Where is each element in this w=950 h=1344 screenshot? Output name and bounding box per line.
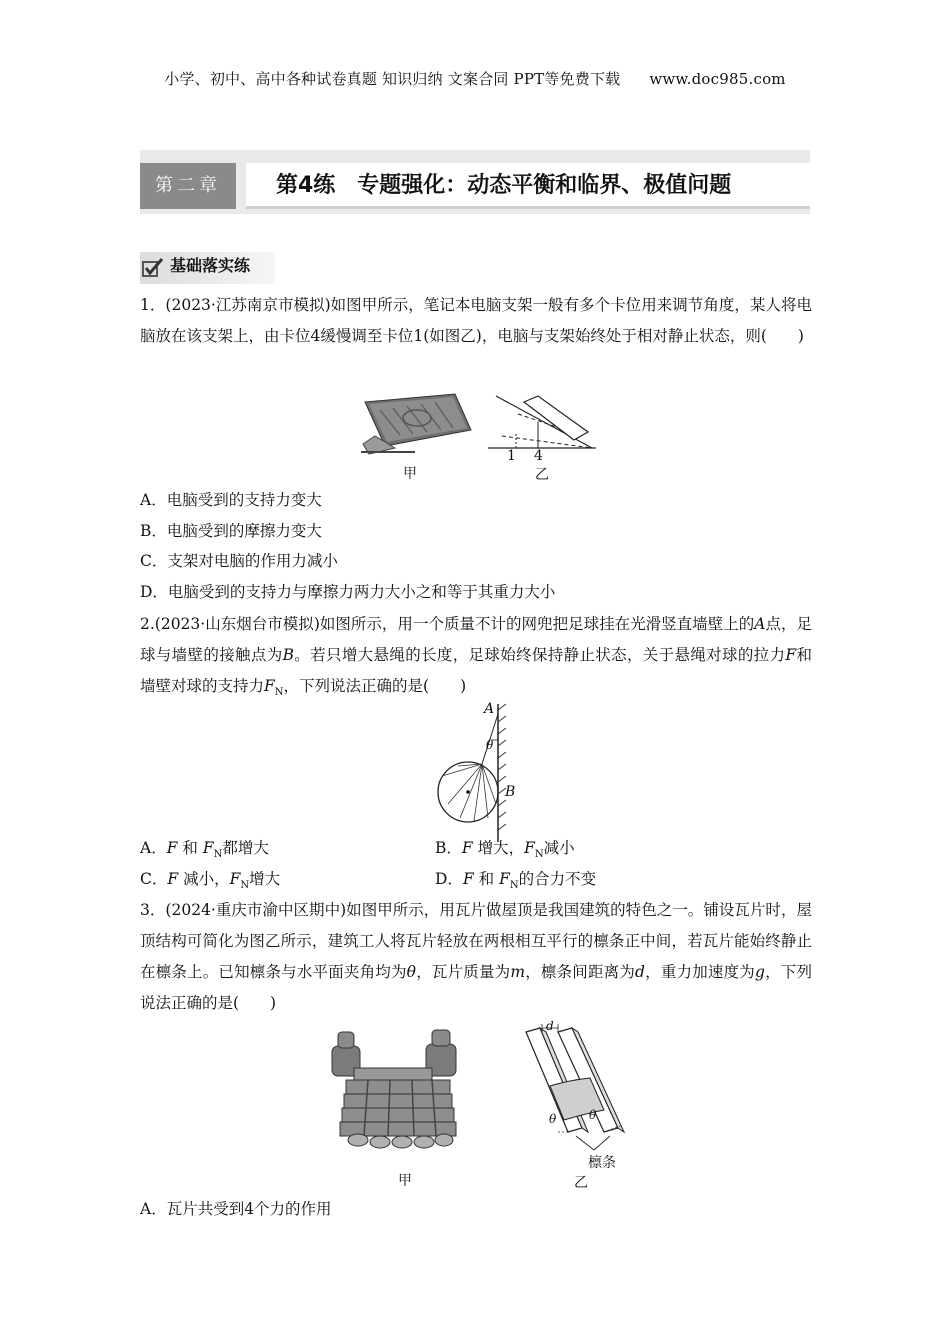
chapter-title: 第4练 专题强化：动态平衡和临界、极值问题: [276, 173, 732, 198]
header-text: 小学、初中、高中各种试卷真题 知识归纳 文案合同 PPT等免费下载: [164, 70, 621, 88]
q2-option-a: A．F 和 $F_N$都增大: [140, 839, 269, 861]
chapter-tag: 第二章: [140, 163, 236, 209]
section-label: 基础落实练: [170, 256, 251, 275]
q3-option-a: A．瓦片共受到4个力的作用: [140, 1200, 332, 1218]
q3-label-theta-right: θ: [589, 1108, 597, 1122]
q1-caption-yi: 乙: [535, 467, 549, 483]
q1-option-d: D．电脑受到的支持力与摩擦力两力大小之和等于其重力大小: [140, 583, 556, 601]
question-2-text: 2.(2023·山东烟台市模拟)如图所示，用一个质量不计的网兜把足球挂在光滑竖直墙壁上的A点，足球与墙壁的接触点为B。若只增大悬绳的长度，足球始终保持静止状态，关于悬绳对球的拉力F和墙壁对球的支持力$F_N$，下列说法正确的是( ): [140, 615, 812, 699]
q3-label-d: d: [546, 1019, 554, 1033]
purlin-figure: [520, 1020, 640, 1160]
q1-label-1: 1: [507, 448, 516, 464]
laptop-stand-figure: [355, 390, 475, 460]
page-header: [0, 68, 950, 89]
q1-option-b: B．电脑受到的摩擦力变大: [140, 522, 322, 540]
q3-caption-yi: 乙: [574, 1175, 588, 1191]
q3-caption-jia: 甲: [398, 1173, 412, 1189]
q2-option-d: D．F 和 $F_N$的合力不变: [435, 870, 597, 892]
q3-label-theta-left: θ: [549, 1112, 557, 1126]
check-icon: [142, 256, 164, 278]
q1-option-a: A．电脑受到的支持力变大: [140, 491, 322, 509]
q2-option-c: C．F 减小，$F_N$增大: [140, 870, 281, 892]
q2-label-a: A: [484, 701, 495, 717]
q1-label-4: 4: [534, 448, 543, 464]
football-wall-figure: [430, 700, 530, 845]
question-1-text: 1．(2023·江苏南京市模拟)如图甲所示，笔记本电脑支架一般有多个卡位用来调节角度，某人将电脑放在该支架上，由卡位4缓慢调至卡位1(如图乙)，电脑与支架始终处于相对静止状态，则( ): [140, 296, 812, 345]
question-3-text: 3．(2024·重庆市渝中区期中)如图甲所示，用瓦片做屋顶是我国建筑的特色之一。铺设瓦片时，屋顶结构可简化为图乙所示，建筑工人将瓦片轻放在两根相互平行的檩条正中间，若瓦片能始终静止在檩条上。已知檩条与水平面夹角均为θ，瓦片质量为m，檩条间距离为d，重力加速度为g，下列说法正确的是( ): [140, 901, 812, 1012]
q1-caption-jia: 甲: [403, 466, 417, 482]
q2-label-b: B: [505, 784, 516, 800]
q3-label-purlin: 檩条: [588, 1155, 616, 1171]
q2-label-theta: θ: [486, 738, 494, 752]
q2-option-b: B．F 增大，$F_N$减小: [435, 839, 575, 861]
q1-option-c: C．支架对电脑的作用力减小: [140, 552, 338, 570]
roof-tiles-figure: [328, 1024, 468, 1154]
angle-diagram: [488, 392, 598, 462]
header-site: www.doc985.com: [649, 70, 786, 88]
